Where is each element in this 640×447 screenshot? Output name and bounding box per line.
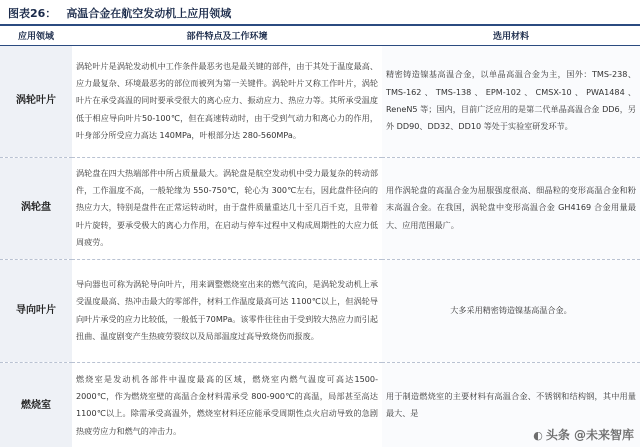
features-cell: 涡轮叶片是涡轮发动机中工作条件最恶劣也是最关键的部件，由于其处于温度最高、应力最复杂、环境最恶劣的部位而被列为第一关键件。涡轮叶片又称工作叶片，涡轮叶片在承受高温的同时要承受很大的离心应力、振动应力、热应力等。其所承受温度低于相应导向叶片50-100℃，但在高速转动时，由于受到气动力和离心力的作用，叶身部分所受应力高达 140MPa，叶根部分达 280-560MPa。 bbox=[72, 45, 382, 157]
figure-caption: 高温合金在航空发动机上应用领域 bbox=[66, 7, 232, 20]
application-cell: 涡轮叶片 bbox=[0, 45, 72, 157]
materials-cell: 用于制造燃烧室的主要材料有高温合金、不锈钢和结构钢，其中用量最大、是 bbox=[382, 362, 640, 447]
watermark-text: 头条 @未来智库 bbox=[545, 428, 634, 442]
header-application: 应用领域 bbox=[0, 25, 72, 45]
application-cell: 导向叶片 bbox=[0, 259, 72, 362]
application-table bbox=[0, 24, 640, 447]
table-row bbox=[0, 157, 640, 259]
header-materials: 选用材料 bbox=[382, 25, 640, 45]
application-cell: 涡轮盘 bbox=[0, 157, 72, 259]
header-features: 部件特点及工作环境 bbox=[72, 25, 382, 45]
figure-title bbox=[0, 0, 640, 26]
table-row bbox=[0, 45, 640, 157]
table-row bbox=[0, 259, 640, 362]
features-cell: 导向器也可称为涡轮导向叶片，用来调整燃烧室出来的燃气流向，是涡轮发动机上承受温度最高、热冲击最大的零部件，材料工作温度最高可达 1100℃以上，但涡轮导向叶片承受的应力比较低，一般低于70MPa。该零件往往由于受到较大热应力而引起扭曲、温度剧变产生热疲劳裂纹以及局部温度过高导致烧伤而报废。 bbox=[72, 259, 382, 362]
materials-cell: 精密铸造镍基高温合金，以单晶高温合金为主，国外：TMS-238、TMS-162、TMS-138、EPM-102、CMSX-10、PWA1484、ReneN5 等；国内，目前广泛应用的是第二代单晶高温合金 DD6，另外 DD90、DD32、DD10 等处于实验室研发环节。 bbox=[382, 45, 640, 157]
features-cell: 涡轮盘在四大热端部件中所占质量最大。涡轮盘是航空发动机中受力最复杂的转动部件，工作温度不高，一般轮缘为 550-750℃，轮心为 300℃左右，因此盘件径向的热应力大，特别是盘件在正常运转动时，由于盘件质量重达几十至几百千克，且带着叶片旋转，要承受极大的离心力作用，在启动与停车过程中又构成周期性的大应力低周疲劳。 bbox=[72, 157, 382, 259]
figure-number: 图表26： bbox=[8, 7, 57, 20]
materials-cell: 用作涡轮盘的高温合金为屈服强度很高、细晶粒的变形高温合金和粉末高温合金。在我国，涡轮盘中变形高温合金 GH4169 合金用量最大、应用范围最广。 bbox=[382, 157, 640, 259]
application-cell: 燃烧室 bbox=[0, 362, 72, 447]
watermark bbox=[533, 426, 634, 443]
materials-cell: 大多采用精密铸造镍基高温合金。 bbox=[382, 259, 640, 362]
toutiao-icon: ◐ bbox=[533, 429, 543, 442]
table-header-row bbox=[0, 25, 640, 45]
features-cell: 燃烧室是发动机各部件中温度最高的区域，燃烧室内燃气温度可高达1500-2000℃，作为燃烧室壁的高温合金材料需承受 800-900℃的高温，局部甚至高达 1100℃以上。除需承受高温外，燃烧室材料还应能承受周期性点火启动导致的急剧热疲劳应力和燃气的冲击力。 bbox=[76, 373, 378, 436]
